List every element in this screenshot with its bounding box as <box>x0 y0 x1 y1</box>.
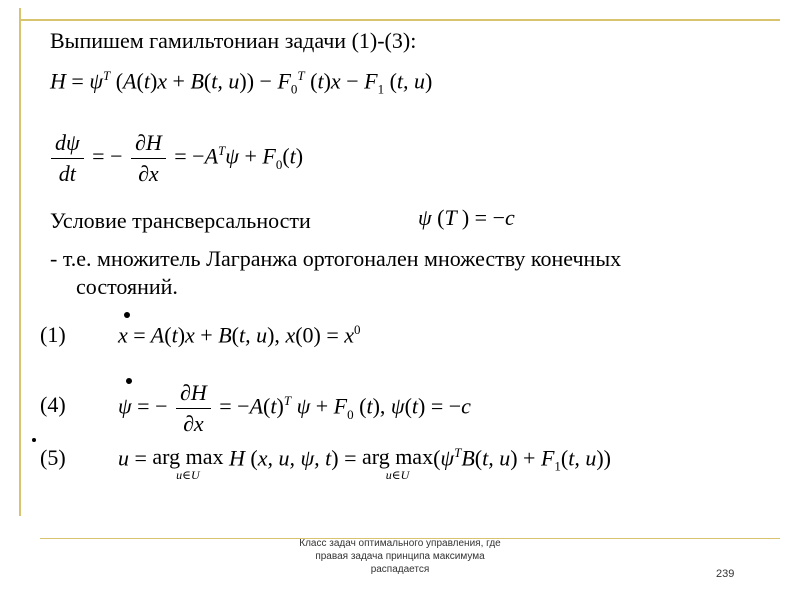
control-maximization: u = arg max u∈U H (x, u, ψ, t) = arg max u∈U ($\psi^TB(t$, $u) + F_1(t$, u)) <box>118 444 612 482</box>
bullet-text-line2: состояний. <box>76 274 178 299</box>
top-accent-rule <box>19 19 780 21</box>
footer-line: Класс задач оптимального управления, где <box>299 538 501 549</box>
equation-4-label: (4) <box>40 392 66 417</box>
time-derivative-dot <box>124 312 130 318</box>
stray-dot <box>32 438 36 442</box>
state-equation: x = A(t)x + B(t, u), $x(0) = x^0$ <box>118 322 361 348</box>
footer-line: распадается <box>370 564 430 575</box>
left-accent-rule <box>19 8 21 516</box>
adjoint-system: ψ = − $\frac{\partial H}{\partial x}$ = $-A(t)^T$ $\psi + F_0$ (t), ψ(t) = −c <box>118 380 471 436</box>
page-number: 239 <box>716 568 735 580</box>
slide-footer <box>260 537 540 576</box>
equation-5-label: (5) <box>40 445 66 470</box>
hamiltonian-formula: $H = \psi^T$ (A(t)x + B(t, $u)) - F_0^T$ $(t)x - F_1$ (t, u) <box>50 68 433 97</box>
transversality-formula: ψ (T ) = −c <box>418 205 515 230</box>
slide-heading: Выпишем гамильтониан задачи (1)-(3): <box>50 28 417 53</box>
equation-1-label: (1) <box>40 322 66 347</box>
transversality-label: Условие трансверсальности <box>50 208 311 233</box>
adjoint-equation: $\frac{d\psi}{dt}$ = − $\frac{\partial H}{\partial x}$ = $-A^T\psi + F_0(t)$ <box>48 130 303 187</box>
footer-line: правая задача принципа максимума <box>315 551 485 562</box>
bullet-text-line1: - т.е. множитель Лагранжа ортогонален множеству конечных <box>50 246 622 271</box>
